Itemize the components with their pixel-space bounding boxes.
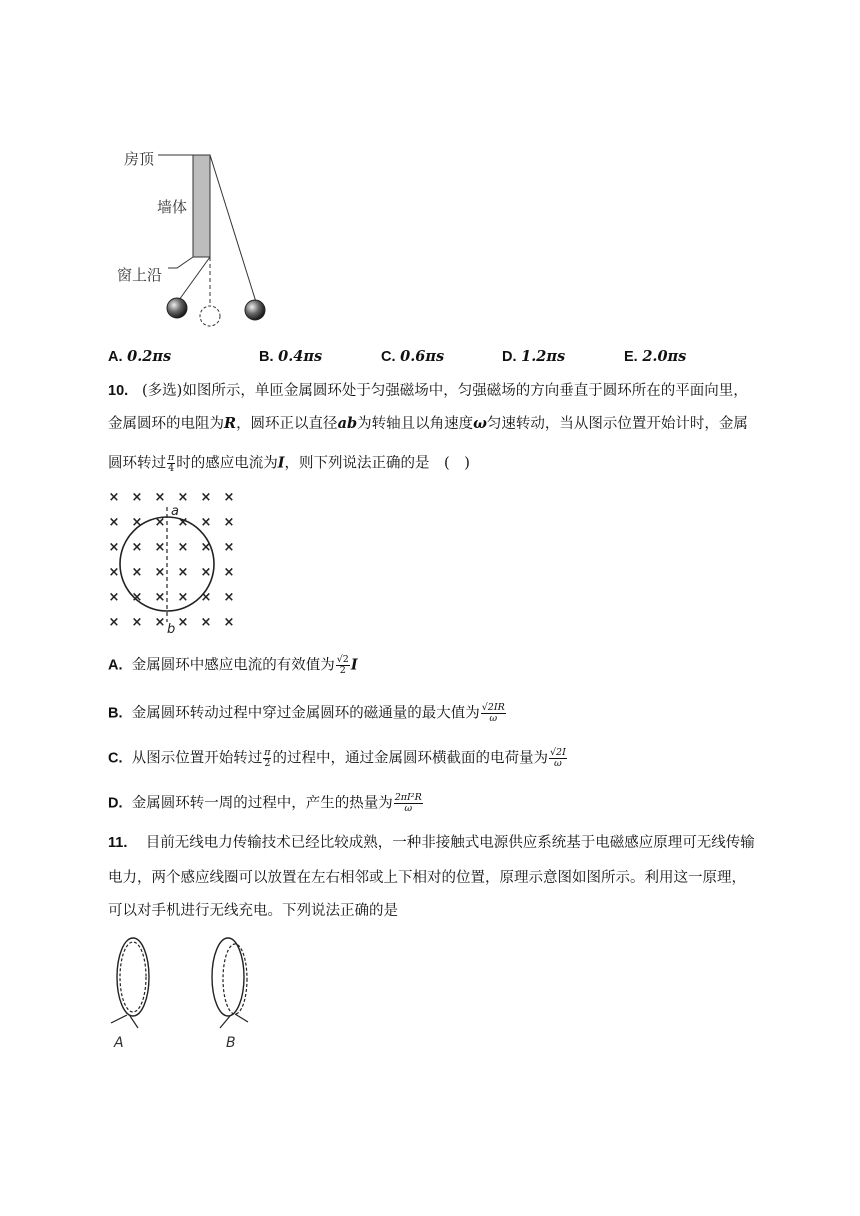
label-b: b	[167, 622, 176, 637]
field-cross-mark: ×	[108, 515, 120, 530]
field-cross-mark: ×	[108, 565, 120, 580]
window-edge-label: 窗上沿	[117, 266, 163, 284]
field-cross-mark: ×	[177, 565, 189, 580]
pendulum-wall-figure	[100, 140, 300, 340]
field-cross-mark: ×	[177, 540, 189, 555]
field-cross-mark: ×	[200, 515, 212, 530]
roof-label: 房顶	[124, 150, 155, 168]
q9-option-d: D. 1.2πs	[502, 348, 566, 365]
field-cross-mark: ×	[154, 540, 166, 555]
field-cross-mark: ×	[223, 515, 235, 530]
field-cross-mark: ×	[108, 540, 120, 555]
q10-option-d: D. 金属圆环转一周的过程中，产生的热量为 $\frac{\text{2πI²R}}{\omega}$	[108, 792, 422, 814]
field-cross-mark: ×	[223, 615, 235, 630]
field-cross-mark: ×	[131, 590, 143, 605]
q11-line-3: 可以对手机进行无线充电。下列说法正确的是	[108, 903, 398, 919]
q9-option-a: A. 0.2πs	[108, 348, 172, 365]
field-cross-mark: ×	[108, 590, 120, 605]
field-cross-mark: ×	[200, 590, 212, 605]
field-cross-mark: ×	[131, 540, 143, 555]
q9-option-c: C. 0.6πs	[381, 348, 445, 365]
q11-line-1: 11. 目前无线电力传输技术已经比较成熟，一种非接触式电源供应系统基于电磁感应原理可无线传输	[108, 835, 755, 851]
coil-a-label: A	[114, 1035, 124, 1051]
field-cross-mark: ×	[223, 540, 235, 555]
field-cross-mark: ×	[177, 490, 189, 505]
field-cross-mark: ×	[108, 490, 120, 505]
coil-a	[111, 938, 149, 1051]
q10-line-1: 10. (多选)如图所示，单匝金属圆环处于匀强磁场中，匀强磁场的方向垂直于圆环所在的平面向里，	[108, 383, 748, 399]
field-cross-mark: ×	[177, 590, 189, 605]
q10-number: 10.	[108, 383, 129, 399]
field-cross-mark: ×	[154, 615, 166, 630]
field-cross-mark: ×	[223, 590, 235, 605]
field-cross-mark: ×	[200, 540, 212, 555]
field-cross-mark: ×	[177, 515, 189, 530]
q9-option-e: E. 2.0πs	[624, 348, 687, 365]
q10-line-3: 圆环转过 $\frac{\pi}{4}$ 时的感应电流为I，则下列说法正确的是 ( )	[108, 452, 470, 474]
coil-b-label: B	[226, 1035, 236, 1051]
field-cross-mark: ×	[200, 490, 212, 505]
field-cross-mark: ×	[131, 565, 143, 580]
field-cross-mark: ×	[223, 565, 235, 580]
q11-line-2: 电力，两个感应线圈可以放置在左右相邻或上下相对的位置，原理示意图如图所示。利用这一原理，	[108, 870, 746, 886]
field-cross-mark: ×	[154, 565, 166, 580]
coil-b	[212, 938, 248, 1051]
field-cross-mark: ×	[131, 490, 143, 505]
ball-left	[167, 298, 187, 318]
field-cross-mark: ×	[131, 615, 143, 630]
ring-magnetic-field-figure	[105, 487, 245, 637]
ball-center-dashed	[200, 306, 220, 326]
field-cross-mark: ×	[154, 515, 166, 530]
wall-label: 墙体	[157, 198, 188, 216]
q9-option-b: B. 0.4πs	[259, 348, 323, 365]
q10-option-a: A. 金属圆环中感应电流的有效值为 $\frac{√2}{2}$ I	[108, 654, 358, 676]
q10-option-c: C. 从图示位置开始转过 $\frac{\pi}{2}$ 的过程中，通过金属圆环横截面的电荷量为 $\frac{√2I}{\omega}$	[108, 747, 566, 769]
field-cross-mark: ×	[154, 490, 166, 505]
field-cross-mark: ×	[223, 490, 235, 505]
field-cross-mark: ×	[200, 565, 212, 580]
field-cross-mark: ×	[131, 515, 143, 530]
coils-figure	[100, 930, 270, 1055]
field-cross-mark: ×	[177, 615, 189, 630]
label-a: a	[171, 504, 179, 519]
q10-option-b: B. 金属圆环转动过程中穿过金属圆环的磁通量的最大值为 $\frac{√2IR}{\omega}$	[108, 702, 505, 724]
q10-line-2: 金属圆环的电阻为R，圆环正以直径ab为转轴且以角速度ω匀速转动，当从图示位置开始计时，金属	[108, 415, 748, 432]
wall-block	[193, 155, 210, 257]
field-cross-mark: ×	[154, 590, 166, 605]
field-cross-mark: ×	[200, 615, 212, 630]
q11-number: 11.	[108, 835, 128, 851]
ball-right	[245, 300, 265, 320]
field-cross-mark: ×	[108, 615, 120, 630]
